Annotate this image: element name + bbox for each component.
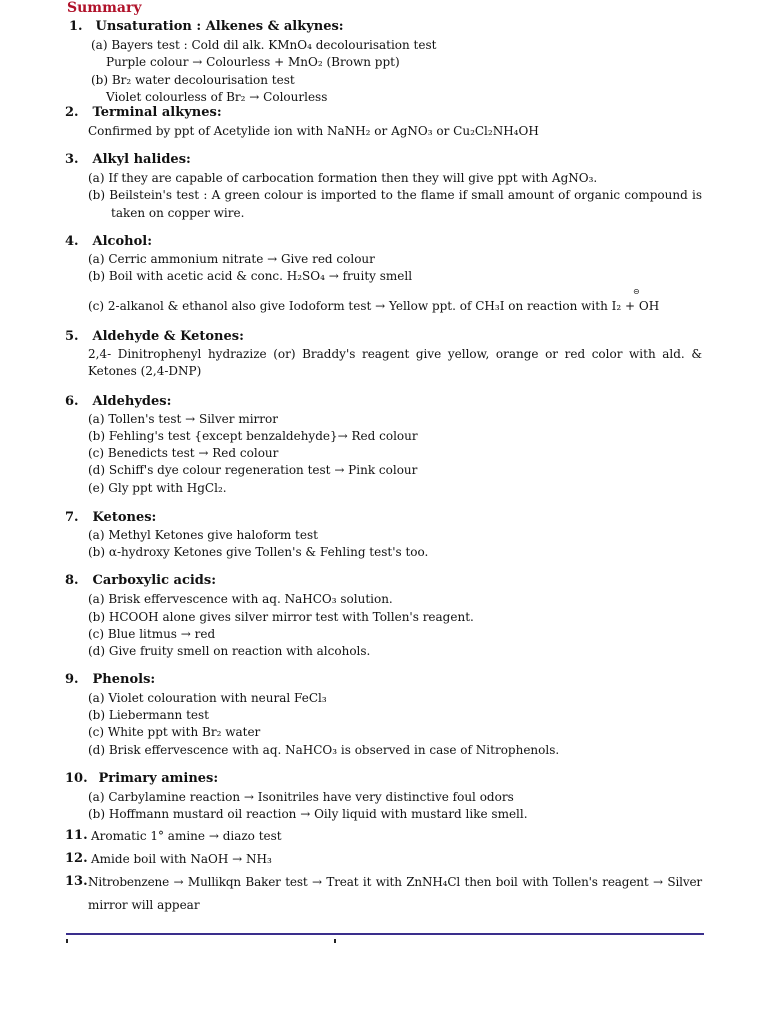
section-title: Aldehydes: (92, 394, 172, 409)
text-line: mirror will appear (88, 898, 200, 912)
section-heading (65, 105, 222, 120)
text-line: (a) Methyl Ketones give haloform test (88, 528, 318, 542)
section-number: 9. (65, 672, 79, 687)
text-line: (a) Tollen's test → Silver mirror (88, 412, 278, 426)
section-number: 3. (65, 152, 79, 167)
section-heading (65, 394, 171, 409)
footer-divider (66, 933, 704, 935)
section-title: Carboxylic acids: (92, 573, 217, 588)
negative-charge-symbol: ⊝ (633, 287, 640, 296)
section-heading (65, 851, 91, 866)
section-heading (65, 828, 91, 843)
section-title: Alkyl halides: (92, 152, 191, 167)
text-line: (c) Blue litmus → red (88, 627, 216, 641)
text-line: taken on copper wire. (111, 206, 245, 220)
text-line: (d) Brisk effervescence with aq. NaHCO₃ is observed in case of Nitrophenols. (88, 743, 560, 757)
text-line: (a) Carbylamine reaction → Isonitriles have very distinctive foul odors (88, 790, 514, 804)
section-heading (69, 19, 344, 34)
text-line: (b) HCOOH alone gives silver mirror test with Tollen's reagent. (88, 610, 474, 624)
text-line: (b) Boil with acetic acid & conc. H₂SO₄ → fruity smell (88, 269, 413, 283)
section-number: 4. (65, 234, 79, 249)
section-title: Alcohol: (92, 234, 153, 249)
footer-tick-mark (334, 939, 336, 943)
section-heading (65, 874, 88, 889)
text-line: (a) Cerric ammonium nitrate → Give red colour (88, 252, 375, 266)
text-line: Purple colour → Colourless + MnO₂ (Brown ppt) (106, 55, 400, 69)
text-line: (b) Br₂ water decolourisation test (91, 73, 295, 87)
text-line: (a) If they are capable of carbocation formation then they will give ppt with AgNO₃. (88, 171, 598, 185)
text-line: (a) Violet colouration with neural FeCl₃ (88, 691, 327, 705)
section-heading (65, 152, 191, 167)
text-line: (a) Bayers test : Cold dil alk. KMnO₄ decolourisation test (91, 38, 437, 52)
text-line: (b) Fehling's test {except benzaldehyde}→ Red colour (88, 429, 418, 443)
section-number: 5. (65, 329, 79, 344)
text-line: (c) White ppt with Br₂ water (88, 725, 261, 739)
section-title: Primary amines: (98, 771, 219, 786)
footer-tick-mark (66, 939, 68, 943)
text-line: (d) Schiff's dye colour regeneration test → Pink colour (88, 463, 418, 477)
section-heading (65, 771, 218, 786)
section-number: 11. (65, 828, 88, 843)
text-line: Aromatic 1° amine → diazo test (91, 829, 282, 843)
section-heading (65, 234, 152, 249)
text-line: (b) Beilstein's test : A green colour is imported to the flame if small amount of organic compound is (88, 188, 702, 202)
section-title: Unsaturation : Alkenes & alkynes: (95, 19, 344, 34)
text-line: Violet colourless of Br₂ → Colourless (106, 90, 328, 104)
section-heading (65, 672, 155, 687)
section-heading (65, 510, 156, 525)
section-number: 2. (65, 105, 79, 120)
page-title: Summary (67, 0, 142, 16)
text-line: (e) Gly ppt with HgCl₂. (88, 481, 227, 495)
section-number: 6. (65, 394, 79, 409)
text-line: Nitrobenzene → Mullikqn Baker test → Treat it with ZnNH₄Cl then boil with Tollen's reagent → Silver (88, 875, 702, 889)
section-number: 8. (65, 573, 79, 588)
text-line: Amide boil with NaOH → NH₃ (91, 852, 272, 866)
section-number: 12. (65, 851, 88, 866)
section-title: Phenols: (92, 672, 156, 687)
text-line: Confirmed by ppt of Acetylide ion with NaNH₂ or AgNO₃ or Cu₂Cl₂NH₄OH (88, 124, 539, 138)
text-line: (d) Give fruity smell on reaction with alcohols. (88, 644, 371, 658)
text-line: 2,4- Dinitrophenyl hydrazize (or) Braddy's reagent give yellow, orange or red color with ald. & (88, 347, 702, 361)
text-line: (b) Hoffmann mustard oil reaction → Oily liquid with mustard like smell. (88, 807, 528, 821)
text-line: (b) Liebermann test (88, 708, 209, 722)
text-line: (a) Brisk effervescence with aq. NaHCO₃ solution. (88, 592, 393, 606)
section-number: 13. (65, 874, 88, 889)
section-heading (65, 573, 216, 588)
text-line: (c) 2-alkanol & ethanol also give Iodoform test → Yellow ppt. of CH₃I on reaction with I₂ + OH (88, 299, 660, 313)
section-number: 1. (69, 19, 83, 34)
text-line: (c) Benedicts test → Red colour (88, 446, 279, 460)
section-title: Terminal alkynes: (92, 105, 222, 120)
section-heading (65, 329, 244, 344)
text-line: Ketones (2,4-DNP) (88, 364, 202, 378)
section-number: 10. (65, 771, 88, 786)
section-number: 7. (65, 510, 79, 525)
section-title: Aldehyde & Ketones: (92, 329, 244, 344)
text-line: (b) α-hydroxy Ketones give Tollen's & Fehling test's too. (88, 545, 429, 559)
section-title: Ketones: (92, 510, 157, 525)
